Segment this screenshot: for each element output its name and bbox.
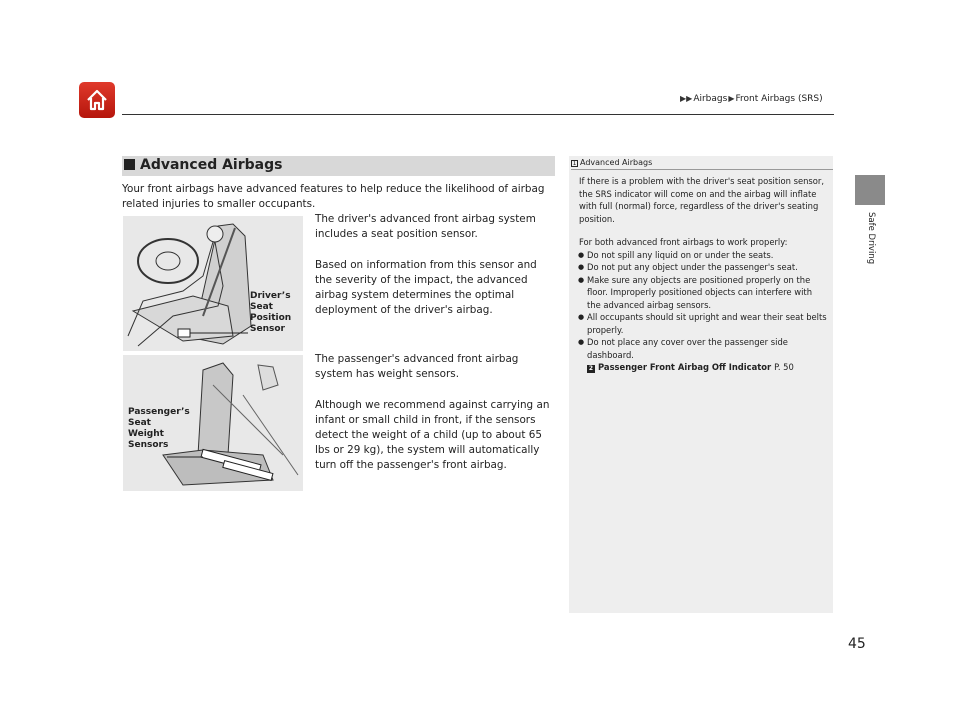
breadcrumb [679, 94, 823, 104]
list-item: ● Make sure any objects are positioned properly on the floor. Improperly positioned objects can interfere with the advanced airbag sensors. [579, 274, 827, 312]
breadcrumb-arrow-icon: ▶ [728, 94, 735, 103]
cross-reference-link[interactable] [579, 361, 827, 374]
breadcrumb-item-airbags[interactable]: Airbags [693, 94, 728, 104]
cross-reference-page: P. 50 [774, 362, 794, 372]
section-title-text: Advanced Airbags [140, 157, 283, 173]
passenger-seat-figure [123, 355, 303, 491]
passenger-sensor-paragraph: The passenger's advanced front airbag system has weight sensors. [315, 353, 519, 380]
driver-sensor-paragraph: The driver's advanced front airbag system includes a seat position sensor. [315, 213, 536, 240]
page-number: 45 [848, 636, 866, 652]
note-ref-icon: 1 [572, 160, 577, 167]
breadcrumb-arrow-icon: ▶▶ [680, 94, 693, 103]
section-header [122, 156, 555, 176]
note-title-text: Advanced Airbags [580, 158, 653, 167]
breadcrumb-item-front-airbags[interactable]: Front Airbags (SRS) [735, 94, 823, 104]
section-title [122, 157, 282, 173]
note-divider [571, 169, 833, 170]
driver-deployment-paragraph: Based on information from this sensor and the severity of the impact, the advanced airbag system determines the optimal deployment of the driver's airbag. [315, 259, 537, 316]
header-divider [122, 114, 834, 115]
list-item: ● Do not place any cover over the passenger side dashboard. [579, 336, 827, 361]
list-item: ● Do not put any object under the passenger's seat. [579, 261, 827, 274]
note-title [571, 158, 652, 167]
intro-paragraph: Your front airbags have advanced features to help reduce the likelihood of airbag related injuries to smaller occupants. [122, 183, 545, 210]
note-bullet-list [579, 249, 827, 362]
driver-seat-figure [123, 216, 303, 351]
note-body [579, 175, 827, 374]
section-square-icon [124, 159, 135, 170]
passenger-weight-sensor-label: Passenger’s Seat Weight Sensors [128, 407, 190, 450]
list-item: ● Do not spill any liquid on or under the seats. [579, 249, 827, 262]
passenger-child-paragraph: Although we recommend against carrying an infant or small child in front, if the sensors detect the weight of a child (up to about 65 lbs or 29 kg), the system will automatically turn off the passenger's front airbag. [315, 399, 550, 471]
note-paragraph: For both advanced front airbags to work properly: [579, 237, 788, 247]
chapter-label: Safe Driving [866, 212, 876, 265]
note-paragraph: If there is a problem with the driver's seat position sensor, the SRS indicator will come on and the airbag will inflate with full (normal) force, regardless of the driver's seating position. [579, 176, 825, 224]
list-item: ● All occupants should sit upright and wear their seat belts properly. [579, 311, 827, 336]
driver-seat-sensor-label: Driver’s Seat Position Sensor [250, 291, 292, 334]
home-button[interactable] [79, 82, 115, 118]
cross-reference-title: Passenger Front Airbag Off Indicator [598, 362, 772, 372]
home-icon [85, 88, 109, 112]
chapter-tab[interactable] [855, 175, 885, 205]
reference-marker-icon: 2 [588, 365, 594, 372]
